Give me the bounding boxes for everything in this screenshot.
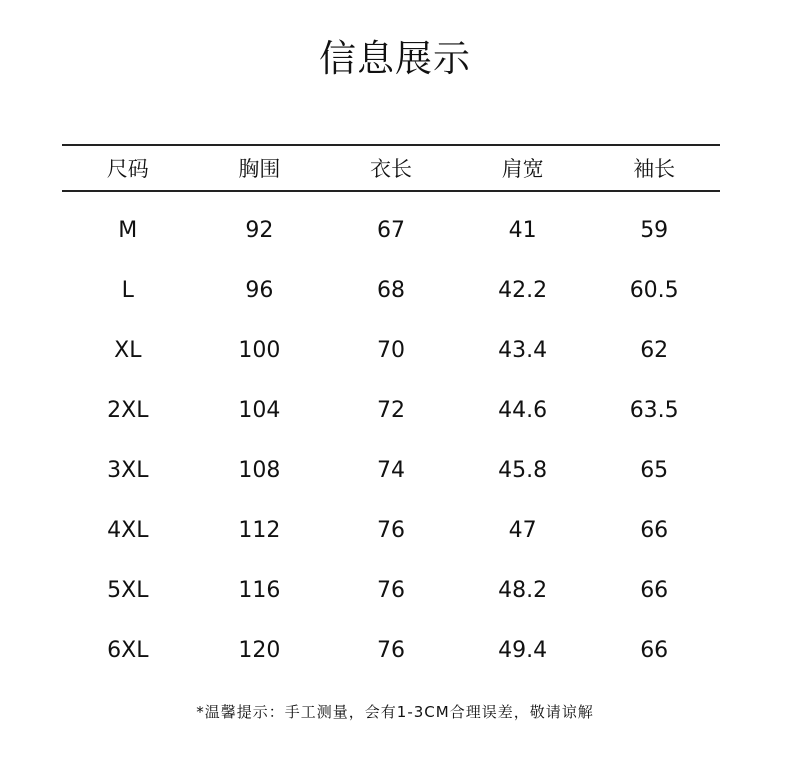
cell-chest: 92 [245, 217, 274, 243]
cell-sleeve: 59 [640, 217, 669, 243]
cell-chest: 108 [238, 457, 281, 483]
cell-chest: 104 [238, 397, 281, 423]
cell-chest: 116 [238, 577, 281, 603]
cell-sleeve: 65 [640, 457, 669, 483]
table-row [62, 440, 720, 500]
cell-shoulder: 43.4 [498, 337, 548, 363]
header-length: 衣长 [325, 145, 457, 191]
table-row [62, 380, 720, 440]
cell-sleeve: 66 [640, 577, 669, 603]
table-row [62, 560, 720, 620]
cell-sleeve: 63.5 [629, 397, 679, 423]
table-row [62, 320, 720, 380]
cell-size: XL [114, 337, 142, 363]
cell-sleeve: 66 [640, 637, 669, 663]
cell-shoulder: 47 [508, 517, 537, 543]
cell-length: 72 [376, 397, 405, 423]
header-shoulder: 肩宽 [457, 145, 589, 191]
cell-shoulder: 44.6 [498, 397, 548, 423]
cell-length: 76 [376, 517, 405, 543]
table-row [62, 620, 720, 680]
cell-sleeve: 66 [640, 517, 669, 543]
cell-sleeve: 60.5 [629, 277, 679, 303]
header-chest: 胸围 [194, 145, 326, 191]
cell-shoulder: 42.2 [498, 277, 548, 303]
cell-size: 5XL [107, 577, 149, 603]
cell-size: 6XL [107, 637, 149, 663]
cell-size: M [118, 217, 138, 243]
cell-shoulder: 41 [508, 217, 537, 243]
table-row [62, 260, 720, 320]
page-title: 信息展示 [319, 37, 471, 80]
footnote: *温馨提示：手工测量，会有1-3CM合理误差，敬请谅解 [196, 703, 594, 721]
cell-chest: 120 [238, 637, 281, 663]
cell-size: L [121, 277, 134, 303]
cell-chest: 96 [245, 277, 274, 303]
cell-size: 4XL [107, 517, 149, 543]
table-header-row [62, 145, 720, 191]
cell-chest: 112 [238, 517, 281, 543]
cell-length: 76 [376, 637, 405, 663]
cell-length: 67 [376, 217, 405, 243]
cell-length: 70 [376, 337, 405, 363]
cell-shoulder: 45.8 [498, 457, 548, 483]
table-row [62, 500, 720, 560]
cell-size: 3XL [107, 457, 149, 483]
cell-length: 68 [376, 277, 405, 303]
header-sleeve: 袖长 [588, 145, 720, 191]
cell-length: 74 [376, 457, 405, 483]
header-size: 尺码 [62, 145, 194, 191]
table-row [62, 191, 720, 260]
size-table [62, 144, 720, 680]
cell-shoulder: 48.2 [498, 577, 548, 603]
cell-length: 76 [376, 577, 405, 603]
cell-chest: 100 [238, 337, 281, 363]
cell-size: 2XL [107, 397, 149, 423]
cell-shoulder: 49.4 [498, 637, 548, 663]
cell-sleeve: 62 [640, 337, 669, 363]
